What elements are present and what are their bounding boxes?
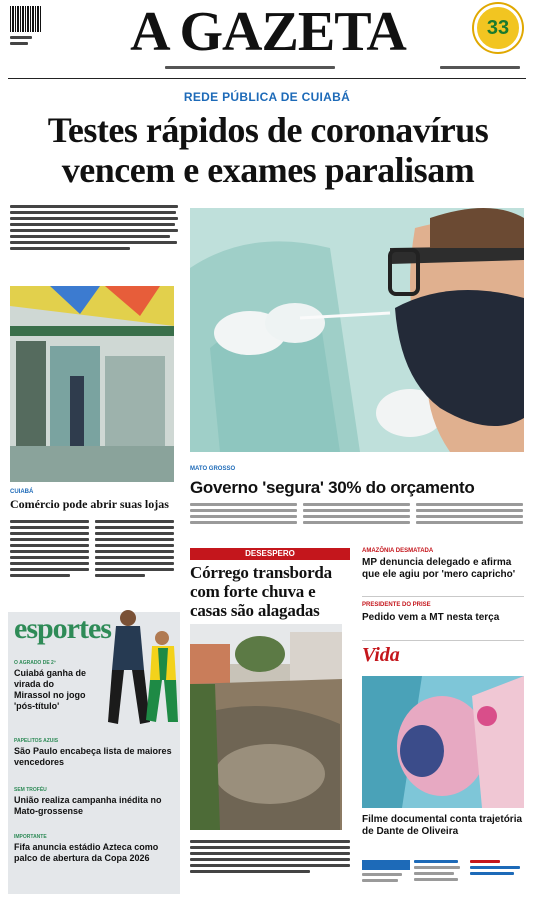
- swab-test-illustration: [190, 208, 524, 452]
- sports-players-photo: [88, 604, 180, 742]
- lead-kicker: REDE PÚBLICA DE CUIABÁ: [183, 90, 351, 104]
- left-story-kicker: CUIABÁ: [10, 489, 34, 495]
- index-box-3: [470, 860, 524, 878]
- lead-headline-line2: vencem e exames paralisam: [61, 150, 475, 190]
- pedido-kicker: PRESIDENTE DO PRISE: [362, 602, 431, 608]
- edition-info: [10, 36, 38, 48]
- left-story-body: [10, 520, 174, 580]
- right-divider-1: [362, 596, 524, 597]
- sports-item-headline: São Paulo encabeça lista de maiores vencedores: [14, 746, 172, 767]
- budget-body: [190, 503, 524, 527]
- film-headline: Filme documental conta trajetória de Dante de Oliveira: [362, 814, 523, 837]
- index-box-2: [414, 860, 464, 884]
- street-scene-illustration: [10, 286, 174, 482]
- sports-item-4[interactable]: [14, 834, 174, 864]
- lead-headline: [6, 110, 530, 190]
- sports-title: esportes: [14, 612, 111, 645]
- sports-item-2[interactable]: [14, 738, 174, 768]
- vida-section-label: Vida: [362, 644, 400, 666]
- sports-item-kicker: PAPELITOS AZUIS: [14, 738, 59, 744]
- sports-item-3[interactable]: [14, 787, 174, 817]
- index-box-1: [362, 860, 410, 885]
- flood-photo: [190, 624, 342, 830]
- flood-body: [190, 840, 350, 876]
- lead-summary: [10, 205, 180, 253]
- sports-item-headline: União realiza campanha inédita no Mato-grossense: [14, 795, 162, 816]
- masthead-rule: [8, 78, 526, 79]
- sports-item-kicker: O AGRADO DE 2º: [14, 660, 56, 666]
- right-divider-2: [362, 640, 524, 641]
- lead-headline-line1: Testes rápidos de coronavírus: [47, 110, 489, 150]
- mp-headline: MP denuncia delegado e afirma que ele agiu por 'mero capricho': [362, 557, 516, 580]
- sports-item-kicker: SEM TROFÉU: [14, 787, 47, 793]
- masthead-title: A GAZETA: [130, 1, 406, 63]
- barcode: [10, 6, 42, 32]
- budget-headline: Governo 'segura' 30% do orçamento: [190, 478, 475, 497]
- anniversary-number: 33: [486, 16, 510, 39]
- vida-photo: [362, 676, 524, 808]
- sports-item-1[interactable]: [14, 660, 92, 712]
- sports-item-headline: Cuiabá ganha de virada do Mirassol no jogo 'pós-título': [14, 668, 87, 711]
- anniversary-badge: [474, 4, 522, 52]
- pedido-headline: Pedido vem a MT nesta terça: [362, 612, 500, 623]
- masthead-site-line: [440, 66, 522, 72]
- sports-item-headline: Fifa anuncia estádio Azteca como palco de abertura da Copa 2026: [14, 842, 159, 863]
- street-photo: [10, 286, 174, 482]
- flood-headline: Córrego transborda com forte chuva e casas são alagadas: [190, 563, 332, 620]
- flood-label: DESESPERO: [190, 548, 350, 560]
- lead-photo: [190, 208, 524, 452]
- flooded-street-illustration: [190, 624, 342, 830]
- budget-kicker: MATO GROSSO: [190, 466, 236, 472]
- sports-item-kicker: IMPORTANTE: [14, 834, 47, 840]
- documentary-illustration: [362, 676, 524, 808]
- left-story-headline: Comércio pode abrir suas lojas: [10, 497, 169, 511]
- soccer-players-illustration: [88, 604, 180, 742]
- masthead-date-line: [165, 66, 345, 72]
- mp-kicker: AMAZÔNIA DESMATADA: [362, 548, 434, 554]
